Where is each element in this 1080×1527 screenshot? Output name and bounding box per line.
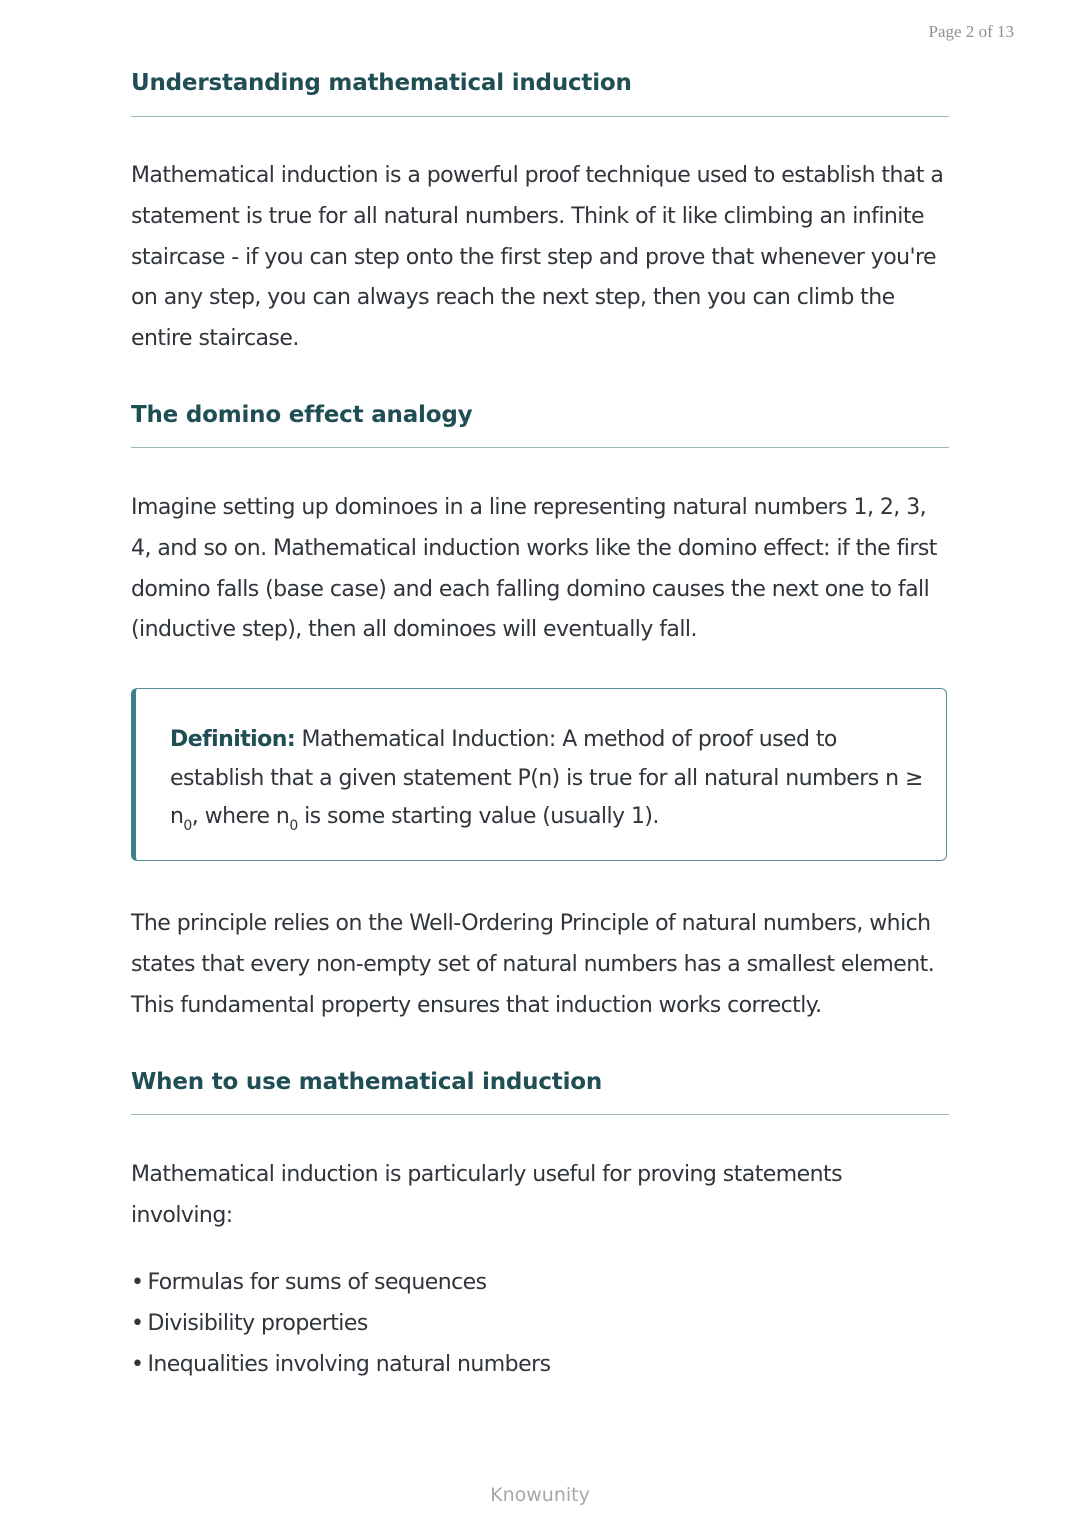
section-divider bbox=[131, 1114, 949, 1115]
list-item: • Divisibility properties bbox=[131, 1303, 949, 1344]
domino-paragraph: Imagine setting up dominoes in a line representing natural numbers 1, 2, 3, 4, and so on. Mathematical induction works like the domino effect: if the first domino falls (base case) and each falling domino causes the next one to fall (inductive step), then all dominoes will eventually fall. bbox=[131, 495, 937, 643]
definition-body-middle: , where n bbox=[191, 804, 290, 829]
well-ordering-paragraph: The principle relies on the Well-Ordering Principle of natural numbers, which states that every non-empty set of natural numbers has a smallest element. This fundamental property ensures that induction works correctly. bbox=[131, 911, 935, 1018]
subscript-zero: 0 bbox=[289, 818, 298, 834]
usage-list bbox=[131, 1262, 949, 1385]
footer-brand: Knowunity bbox=[490, 1484, 590, 1506]
section-divider bbox=[131, 447, 949, 448]
section-heading-understanding: Understanding mathematical induction bbox=[131, 70, 632, 96]
intro-paragraph: Mathematical induction is a powerful proof technique used to establish that a statement is true for all natural numbers. Think of it like climbing an infinite staircase - if you can step onto the first step and prove that whenever you're on any step, you can always reach the next step, then you can climb the entire staircase. bbox=[131, 163, 944, 352]
bullet-icon: • bbox=[131, 1311, 144, 1336]
list-item: • Inequalities involving natural numbers bbox=[131, 1344, 949, 1385]
definition-body-end: is some starting value (usually 1). bbox=[297, 804, 659, 829]
list-item: • Formulas for sums of sequences bbox=[131, 1262, 949, 1303]
subscript-zero: 0 bbox=[183, 818, 192, 834]
definition-box bbox=[131, 688, 947, 861]
definition-term: Definition: bbox=[170, 727, 296, 752]
bullet-icon: • bbox=[131, 1270, 144, 1295]
usage-paragraph: Mathematical induction is particularly useful for proving statements involving: bbox=[131, 1162, 843, 1228]
section-heading-when-to-use: When to use mathematical induction bbox=[131, 1069, 603, 1095]
section-divider bbox=[131, 116, 949, 117]
definition-text bbox=[170, 721, 930, 837]
definition-body: Mathematical Induction: A method of proof used to establish that a given statement P(n) is true for all natural numbers n ≥ n bbox=[170, 727, 923, 829]
bullet-icon: • bbox=[131, 1352, 144, 1377]
section-heading-domino: The domino effect analogy bbox=[131, 402, 473, 428]
page-number: Page 2 of 13 bbox=[928, 22, 1014, 41]
